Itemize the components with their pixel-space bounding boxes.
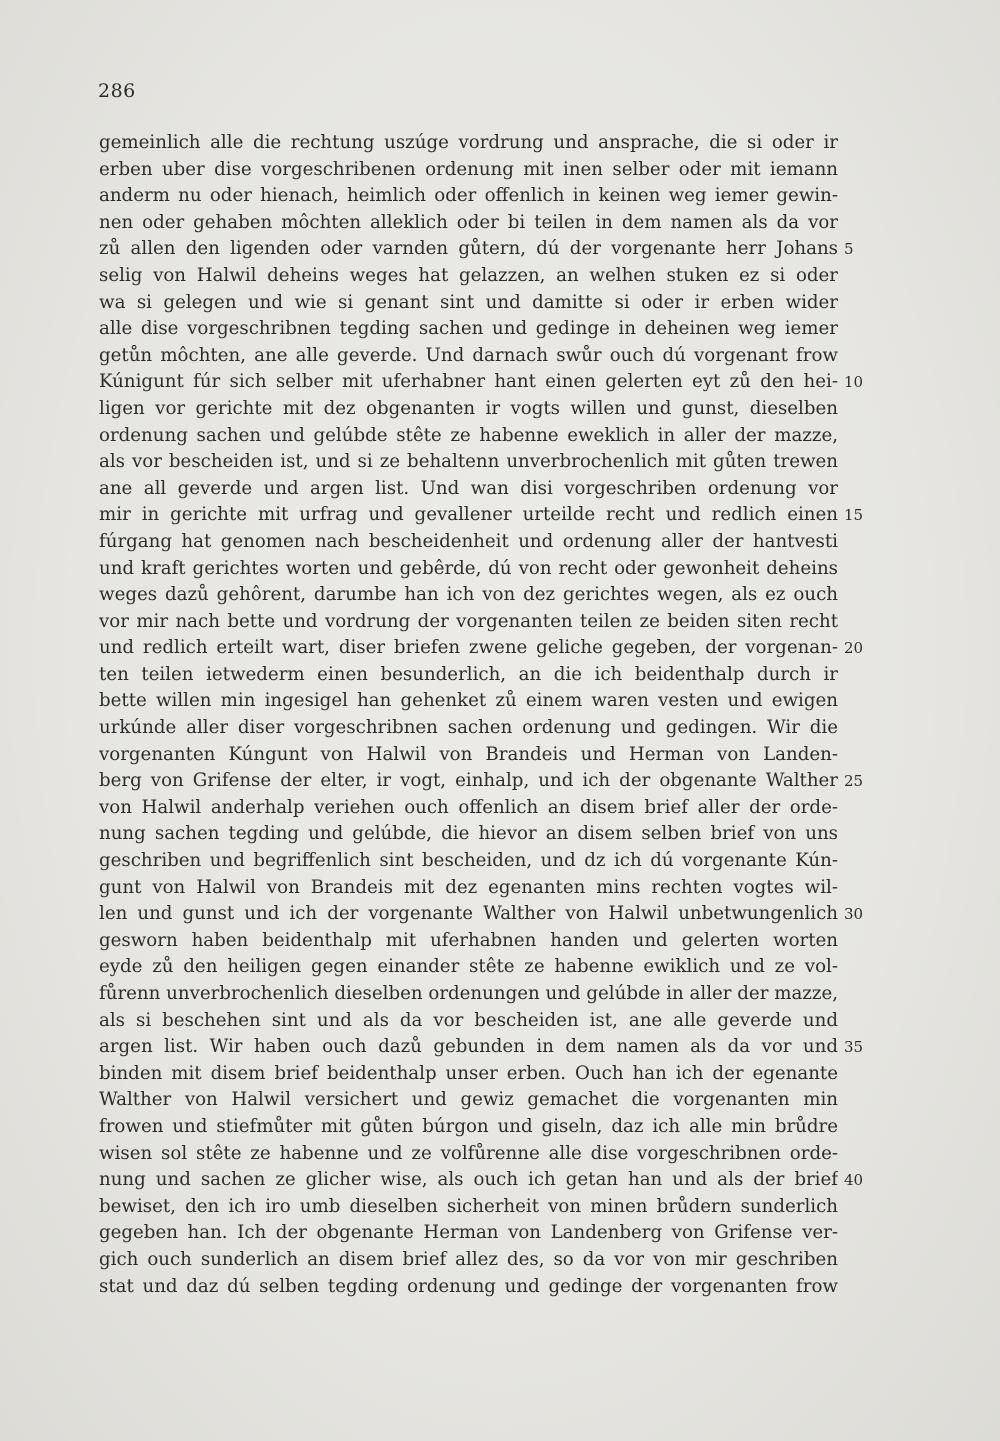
text-line bbox=[99, 609, 838, 636]
text-line bbox=[99, 715, 838, 742]
text-line bbox=[99, 316, 838, 343]
line-text: erben uber dise vorgeschribenen ordenung mit inen selber oder mit iemann bbox=[99, 158, 838, 180]
line-text: mir in gerichte mit urfrag und gevallener urteilde recht und redlich einen bbox=[99, 504, 838, 526]
text-line bbox=[99, 449, 838, 476]
text-line bbox=[99, 263, 838, 290]
line-number: 40 bbox=[844, 1171, 864, 1190]
text-line bbox=[99, 343, 838, 370]
line-text: wisen sol stête ze habenne und ze volfůrenne alle dise vorgeschribnen orde- bbox=[99, 1142, 838, 1164]
line-text: zů allen den ligenden oder varnden gůtern, dú der vorgenante herr Johans bbox=[99, 238, 838, 260]
text-line bbox=[99, 742, 838, 769]
line-text: nen oder gehaben môchten alleklich oder bi teilen in dem namen als da vor bbox=[99, 211, 838, 233]
text-line bbox=[99, 529, 838, 556]
line-text: und redlich erteilt wart, diser briefen zwene geliche gegeben, der vorgenan- bbox=[99, 637, 838, 659]
line-text: und kraft gerichtes worten und gebêrde, dú von recht oder gewonheit deheins bbox=[99, 557, 838, 579]
line-text: stat und daz dú selben tegding ordenung und gedinge der vorgenanten frow bbox=[99, 1275, 838, 1297]
line-text: Kúnigunt fúr sich selber mit uferhabner hant einen gelerten eyt zů den hei- bbox=[99, 371, 838, 393]
text-line bbox=[99, 901, 864, 928]
text-line bbox=[99, 236, 854, 263]
line-text: weges dazů gehôrent, darumbe han ich von dez gerichtes wegen, als ez ouch bbox=[99, 584, 838, 606]
text-line bbox=[99, 1141, 838, 1168]
text-line bbox=[99, 290, 838, 317]
line-text: gesworn haben beidenthalp mit uferhabnen handen und gelerten worten bbox=[99, 929, 838, 951]
text-line bbox=[99, 157, 838, 184]
text-line bbox=[99, 1034, 864, 1061]
text-line bbox=[99, 183, 838, 210]
line-text: als si beschehen sint und als da vor bescheiden ist, ane alle geverde und bbox=[99, 1009, 838, 1031]
text-line bbox=[99, 821, 838, 848]
line-text: fůrenn unverbrochenlich dieselben ordenungen und gelúbde in aller der mazze, bbox=[99, 983, 838, 1004]
text-line bbox=[99, 875, 838, 902]
line-text: Walther von Halwil versichert und gewiz gemachet die vorgenanten min bbox=[99, 1089, 838, 1111]
text-line bbox=[99, 635, 864, 662]
line-number: 20 bbox=[844, 639, 864, 658]
text-line bbox=[99, 130, 838, 157]
text-line bbox=[99, 1008, 838, 1035]
line-text: bette willen min ingesigel han gehenket zů einem waren vesten und ewigen bbox=[99, 690, 838, 712]
text-line bbox=[99, 1114, 838, 1141]
text-line bbox=[99, 582, 838, 609]
line-number: 30 bbox=[844, 905, 864, 924]
line-number: 35 bbox=[844, 1038, 864, 1057]
text-line bbox=[99, 662, 838, 689]
text-line bbox=[99, 1194, 838, 1221]
line-text: vorgenanten Kúngunt von Halwil von Brandeis und Herman von Landen- bbox=[99, 743, 838, 765]
text-line bbox=[99, 768, 864, 795]
text-line bbox=[99, 795, 838, 822]
line-text: gegeben han. Ich der obgenante Herman von Landenberg von Grifense ver- bbox=[99, 1222, 838, 1244]
line-text: len und gunst und ich der vorgenante Walther von Halwil unbetwungenlich bbox=[99, 903, 838, 925]
line-text: berg von Grifense der elter, ir vogt, einhalp, und ich der obgenante Walther bbox=[99, 770, 838, 792]
text-line bbox=[99, 1061, 838, 1088]
line-text: von Halwil anderhalp veriehen ouch offenlich an disem brief aller der orde- bbox=[99, 796, 838, 818]
line-text: urkúnde aller diser vorgeschribnen sachen ordenung und gedingen. Wir die bbox=[99, 717, 838, 739]
body-text bbox=[99, 130, 864, 1300]
line-text: getůn môchten, ane alle geverde. Und darnach swůr ouch dú vorgenant frow bbox=[99, 344, 838, 366]
line-text: bewiset, den ich iro umb dieselben sicherheit von minen brůdern sunderlich bbox=[99, 1195, 838, 1217]
line-text: eyde zů den heiligen gegen einander stête ze habenne ewiklich und ze vol- bbox=[99, 956, 838, 978]
line-text: ordenung sachen und gelúbde stête ze habenne eweklich in aller der mazze, bbox=[99, 424, 838, 446]
text-line bbox=[99, 688, 838, 715]
text-line bbox=[99, 1247, 838, 1274]
line-text: nung sachen tegding und gelúbde, die hievor an disem selben brief von uns bbox=[99, 823, 838, 845]
line-text: vor mir nach bette und vordrung der vorgenanten teilen ze beiden siten recht bbox=[99, 610, 838, 632]
line-text: nung und sachen ze glicher wise, als ouch ich getan han und als der brief bbox=[99, 1169, 838, 1191]
page-number: 286 bbox=[98, 80, 136, 102]
line-text: alle dise vorgeschribnen tegding sachen und gedinge in deheinen weg iemer bbox=[99, 318, 838, 340]
line-text: geschriben und begriffenlich sint bescheiden, und dz ich dú vorgenante Kún- bbox=[99, 850, 838, 872]
text-line bbox=[99, 981, 838, 1008]
line-text: binden mit disem brief beidenthalp unser erben. Ouch han ich der egenante bbox=[99, 1062, 838, 1084]
line-text: gemeinlich alle die rechtung uszúge vordrung und ansprache, die si oder ir bbox=[99, 132, 838, 153]
text-line bbox=[99, 476, 838, 503]
text-line bbox=[99, 928, 838, 955]
text-line bbox=[99, 369, 864, 396]
line-text: als vor bescheiden ist, und si ze behaltenn unverbrochenlich mit gůten trewen bbox=[99, 451, 838, 473]
text-line bbox=[99, 210, 838, 237]
line-text: ane all geverde und argen list. Und wan disi vorgeschriben ordenung vor bbox=[99, 477, 838, 499]
text-line bbox=[99, 848, 838, 875]
text-line bbox=[99, 423, 838, 450]
line-text: selig von Halwil deheins weges hat gelazzen, an welhen stuken ez si oder bbox=[99, 264, 838, 286]
line-number: 5 bbox=[844, 240, 854, 259]
text-line bbox=[99, 1087, 838, 1114]
line-number: 25 bbox=[844, 772, 864, 791]
line-text: gich ouch sunderlich an disem brief allez des, so da vor von mir geschriben bbox=[99, 1248, 838, 1270]
line-text: anderm nu oder hienach, heimlich oder offenlich in keinen weg iemer gewin- bbox=[99, 185, 838, 207]
text-line bbox=[99, 556, 838, 583]
line-text: wa si gelegen und wie si genant sint und damitte si oder ir erben wider bbox=[99, 291, 838, 313]
line-text: argen list. Wir haben ouch dazů gebunden in dem namen als da vor und bbox=[99, 1036, 838, 1058]
text-line bbox=[99, 396, 838, 423]
text-line bbox=[99, 502, 864, 529]
text-line bbox=[99, 954, 838, 981]
text-line bbox=[99, 1220, 838, 1247]
line-text: gunt von Halwil von Brandeis mit dez egenanten mins rechten vogtes wil- bbox=[99, 876, 838, 898]
line-text: ten teilen ietwederm einen besunderlich, an die ich beidenthalp durch ir bbox=[99, 663, 838, 685]
text-line bbox=[99, 1274, 838, 1301]
line-text: frowen und stiefmůter mit gůten búrgon und giseln, daz ich alle min brůdre bbox=[99, 1115, 838, 1137]
text-line bbox=[99, 1167, 864, 1194]
line-text: fúrgang hat genomen nach bescheidenheit und ordenung aller der hantvesti bbox=[99, 530, 838, 552]
line-number: 10 bbox=[844, 373, 864, 392]
line-text: ligen vor gerichte mit dez obgenanten ir vogts willen und gunst, dieselben bbox=[99, 397, 838, 419]
line-number: 15 bbox=[844, 506, 864, 525]
